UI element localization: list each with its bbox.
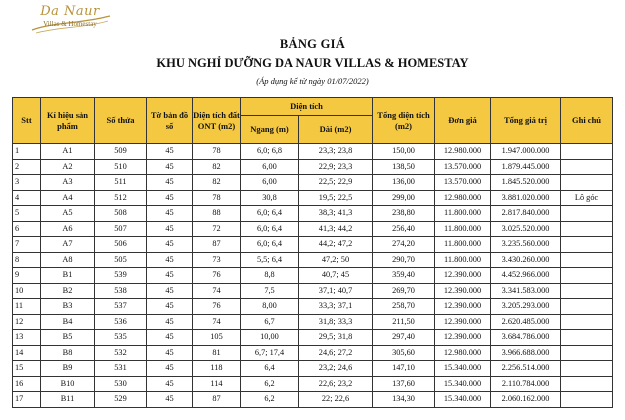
cell-ont-area: 118	[193, 361, 241, 377]
cell-length: 38,3; 41,3	[299, 206, 373, 222]
cell-width: 6,2	[241, 392, 299, 408]
cell-plot-number: 530	[95, 376, 147, 392]
cell-map-sheet: 45	[147, 268, 193, 284]
cell-product-code: B8	[41, 345, 95, 361]
cell-total-area: 134,30	[373, 392, 435, 408]
cell-product-code: A4	[41, 190, 95, 206]
cell-stt: 1	[13, 144, 41, 160]
cell-unit-price: 12.980.000	[435, 345, 491, 361]
cell-width: 8,00	[241, 299, 299, 315]
cell-ont-area: 78	[193, 144, 241, 160]
header-total-value: Tổng giá trị	[491, 98, 561, 144]
cell-map-sheet: 45	[147, 221, 193, 237]
cell-stt: 7	[13, 237, 41, 253]
cell-ont-area: 87	[193, 237, 241, 253]
cell-total-value: 1.947.000.000	[491, 144, 561, 160]
table-row	[13, 314, 613, 330]
cell-ont-area: 74	[193, 314, 241, 330]
table-row	[13, 345, 613, 361]
document-subtitle: KHU NGHỈ DƯỠNG DA NAUR VILLAS & HOMESTAY	[156, 56, 469, 70]
header-stt: Stt	[13, 98, 41, 144]
cell-map-sheet: 45	[147, 376, 193, 392]
cell-ont-area: 74	[193, 283, 241, 299]
cell-map-sheet: 45	[147, 237, 193, 253]
cell-product-code: A1	[41, 144, 95, 160]
logo-subtitle: Villas & Homestay	[43, 20, 97, 28]
cell-length: 31,8; 33,3	[299, 314, 373, 330]
table-row	[13, 392, 613, 408]
cell-width: 6,2	[241, 376, 299, 392]
cell-product-code: B3	[41, 299, 95, 315]
cell-product-code: B1	[41, 268, 95, 284]
cell-stt: 12	[13, 314, 41, 330]
cell-length: 22,5; 22,9	[299, 175, 373, 191]
cell-ont-area: 72	[193, 221, 241, 237]
company-logo	[24, 2, 116, 36]
cell-stt: 14	[13, 345, 41, 361]
cell-length: 23,2; 24,6	[299, 361, 373, 377]
cell-unit-price: 11.800.000	[435, 237, 491, 253]
cell-length: 37,1; 40,7	[299, 283, 373, 299]
cell-width: 6,4	[241, 361, 299, 377]
cell-ont-area: 88	[193, 206, 241, 222]
cell-product-code: B5	[41, 330, 95, 346]
cell-width: 7,5	[241, 283, 299, 299]
cell-total-area: 136,00	[373, 175, 435, 191]
header-length: Dài (m2)	[299, 116, 373, 144]
cell-unit-price: 12.390.000	[435, 299, 491, 315]
cell-total-value: 1.879.445.000	[491, 159, 561, 175]
table-row	[13, 190, 613, 206]
cell-notes	[561, 221, 613, 237]
cell-ont-area: 82	[193, 159, 241, 175]
cell-notes	[561, 314, 613, 330]
cell-ont-area: 76	[193, 268, 241, 284]
cell-total-area: 359,40	[373, 268, 435, 284]
cell-unit-price: 11.800.000	[435, 252, 491, 268]
cell-ont-area: 87	[193, 392, 241, 408]
table-header-row	[13, 98, 613, 116]
cell-ont-area: 114	[193, 376, 241, 392]
table-row	[13, 283, 613, 299]
header-unit-price: Đơn giá	[435, 98, 491, 144]
table-row	[13, 206, 613, 222]
cell-total-value: 3.205.293.000	[491, 299, 561, 315]
cell-plot-number: 511	[95, 175, 147, 191]
table-row	[13, 330, 613, 346]
table-row	[13, 361, 613, 377]
cell-total-value: 1.845.520.000	[491, 175, 561, 191]
cell-product-code: B2	[41, 283, 95, 299]
cell-length: 23,3; 23,8	[299, 144, 373, 160]
cell-notes	[561, 392, 613, 408]
header-width: Ngang (m)	[241, 116, 299, 144]
cell-notes	[561, 361, 613, 377]
cell-length: 22; 22,6	[299, 392, 373, 408]
cell-stt: 3	[13, 175, 41, 191]
cell-length: 44,2; 47,2	[299, 237, 373, 253]
logo-name: Da Naur	[40, 4, 100, 19]
cell-notes	[561, 376, 613, 392]
cell-plot-number: 532	[95, 345, 147, 361]
cell-length: 24,6; 27,2	[299, 345, 373, 361]
cell-unit-price: 15.340.000	[435, 392, 491, 408]
cell-plot-number: 507	[95, 221, 147, 237]
cell-total-area: 258,70	[373, 299, 435, 315]
header-area-group: Diện tích	[241, 98, 373, 116]
cell-map-sheet: 45	[147, 361, 193, 377]
cell-length: 41,3; 44,2	[299, 221, 373, 237]
cell-width: 5,5; 6,4	[241, 252, 299, 268]
cell-ont-area: 105	[193, 330, 241, 346]
cell-stt: 4	[13, 190, 41, 206]
cell-unit-price: 12.390.000	[435, 283, 491, 299]
cell-width: 6,7; 17,4	[241, 345, 299, 361]
table-row	[13, 268, 613, 284]
cell-width: 30,8	[241, 190, 299, 206]
table-row	[13, 144, 613, 160]
cell-width: 6,7	[241, 314, 299, 330]
cell-length: 22,6; 23,2	[299, 376, 373, 392]
cell-plot-number: 531	[95, 361, 147, 377]
cell-ont-area: 76	[193, 299, 241, 315]
cell-stt: 8	[13, 252, 41, 268]
cell-total-value: 2.256.514.000	[491, 361, 561, 377]
cell-length: 47,2; 50	[299, 252, 373, 268]
cell-width: 6,0; 6,4	[241, 237, 299, 253]
cell-product-code: A2	[41, 159, 95, 175]
cell-unit-price: 12.390.000	[435, 330, 491, 346]
cell-plot-number: 535	[95, 330, 147, 346]
cell-map-sheet: 45	[147, 252, 193, 268]
cell-total-value: 3.341.583.000	[491, 283, 561, 299]
cell-notes	[561, 268, 613, 284]
cell-map-sheet: 45	[147, 206, 193, 222]
cell-plot-number: 537	[95, 299, 147, 315]
cell-width: 6,00	[241, 159, 299, 175]
cell-stt: 9	[13, 268, 41, 284]
table-row	[13, 252, 613, 268]
cell-unit-price: 11.800.000	[435, 206, 491, 222]
cell-notes	[561, 283, 613, 299]
cell-total-area: 211,50	[373, 314, 435, 330]
cell-stt: 5	[13, 206, 41, 222]
cell-total-area: 238,80	[373, 206, 435, 222]
header-ont-area: Diện tích đất ONT (m2)	[193, 98, 241, 144]
cell-product-code: B9	[41, 361, 95, 377]
cell-unit-price: 13.570.000	[435, 175, 491, 191]
cell-notes	[561, 159, 613, 175]
cell-stt: 13	[13, 330, 41, 346]
cell-length: 22,9; 23,3	[299, 159, 373, 175]
cell-stt: 11	[13, 299, 41, 315]
cell-total-value: 3.025.520.000	[491, 221, 561, 237]
cell-plot-number: 536	[95, 314, 147, 330]
header-total-area: Tổng diện tích (m2)	[373, 98, 435, 144]
cell-total-value: 3.684.786.000	[491, 330, 561, 346]
cell-total-area: 150,00	[373, 144, 435, 160]
cell-product-code: A8	[41, 252, 95, 268]
cell-product-code: B4	[41, 314, 95, 330]
cell-length: 19,5; 22,5	[299, 190, 373, 206]
table-row	[13, 237, 613, 253]
document-title: BẢNG GIÁ	[279, 37, 346, 51]
table-row	[13, 299, 613, 315]
cell-stt: 17	[13, 392, 41, 408]
cell-stt: 2	[13, 159, 41, 175]
cell-map-sheet: 45	[147, 190, 193, 206]
cell-unit-price: 12.390.000	[435, 314, 491, 330]
cell-product-code: A5	[41, 206, 95, 222]
cell-ont-area: 73	[193, 252, 241, 268]
table-row	[13, 175, 613, 191]
cell-notes	[561, 299, 613, 315]
cell-notes	[561, 237, 613, 253]
cell-plot-number: 508	[95, 206, 147, 222]
cell-total-value: 2.060.162.000	[491, 392, 561, 408]
cell-map-sheet: 45	[147, 330, 193, 346]
header-plot-number: Số thửa	[95, 98, 147, 144]
cell-total-area: 299,00	[373, 190, 435, 206]
cell-map-sheet: 45	[147, 175, 193, 191]
cell-total-value: 2.110.784.000	[491, 376, 561, 392]
cell-total-value: 3.966.688.000	[491, 345, 561, 361]
cell-length: 40,7; 45	[299, 268, 373, 284]
cell-total-value: 4.452.966.000	[491, 268, 561, 284]
cell-map-sheet: 45	[147, 159, 193, 175]
cell-plot-number: 506	[95, 237, 147, 253]
cell-width: 8,8	[241, 268, 299, 284]
cell-notes	[561, 175, 613, 191]
cell-total-value: 3.430.260.000	[491, 252, 561, 268]
price-table	[12, 97, 613, 408]
cell-length: 29,5; 31,8	[299, 330, 373, 346]
cell-notes	[561, 330, 613, 346]
table-row	[13, 159, 613, 175]
table-row	[13, 376, 613, 392]
cell-unit-price: 13.570.000	[435, 159, 491, 175]
cell-stt: 15	[13, 361, 41, 377]
cell-total-area: 297,40	[373, 330, 435, 346]
cell-total-area: 269,70	[373, 283, 435, 299]
cell-stt: 10	[13, 283, 41, 299]
cell-notes	[561, 144, 613, 160]
cell-total-area: 137,60	[373, 376, 435, 392]
cell-plot-number: 538	[95, 283, 147, 299]
cell-product-code: A7	[41, 237, 95, 253]
cell-total-value: 3.881.020.000	[491, 190, 561, 206]
cell-ont-area: 81	[193, 345, 241, 361]
cell-total-area: 305,60	[373, 345, 435, 361]
cell-plot-number: 505	[95, 252, 147, 268]
cell-unit-price: 15.340.000	[435, 376, 491, 392]
cell-width: 6,0; 6,4	[241, 206, 299, 222]
header-map-sheet: Tờ bản đồ số	[147, 98, 193, 144]
cell-notes	[561, 252, 613, 268]
cell-width: 6,00	[241, 175, 299, 191]
cell-map-sheet: 45	[147, 392, 193, 408]
cell-total-area: 290,70	[373, 252, 435, 268]
cell-total-area: 147,10	[373, 361, 435, 377]
cell-notes	[561, 345, 613, 361]
cell-product-code: A3	[41, 175, 95, 191]
cell-map-sheet: 45	[147, 144, 193, 160]
header-product-code: Kí hiệu sản phẩm	[41, 98, 95, 144]
cell-map-sheet: 45	[147, 345, 193, 361]
cell-stt: 6	[13, 221, 41, 237]
header-notes: Ghi chú	[561, 98, 613, 144]
cell-plot-number: 512	[95, 190, 147, 206]
cell-unit-price: 12.390.000	[435, 268, 491, 284]
cell-plot-number: 509	[95, 144, 147, 160]
cell-plot-number: 529	[95, 392, 147, 408]
table-row	[13, 221, 613, 237]
cell-total-area: 138,50	[373, 159, 435, 175]
cell-unit-price: 11.800.000	[435, 221, 491, 237]
cell-map-sheet: 45	[147, 299, 193, 315]
cell-plot-number: 539	[95, 268, 147, 284]
cell-product-code: A6	[41, 221, 95, 237]
cell-unit-price: 12.980.000	[435, 144, 491, 160]
effective-date-note: (Áp dụng kể từ ngày 01/07/2022)	[256, 76, 369, 86]
cell-width: 6,0; 6,4	[241, 221, 299, 237]
cell-product-code: B10	[41, 376, 95, 392]
cell-total-value: 3.235.560.000	[491, 237, 561, 253]
cell-length: 33,3; 37,1	[299, 299, 373, 315]
cell-notes	[561, 206, 613, 222]
cell-plot-number: 510	[95, 159, 147, 175]
cell-unit-price: 12.980.000	[435, 190, 491, 206]
cell-unit-price: 15.340.000	[435, 361, 491, 377]
cell-notes: Lô góc	[561, 190, 613, 206]
cell-total-area: 256,40	[373, 221, 435, 237]
cell-map-sheet: 45	[147, 283, 193, 299]
cell-total-value: 2.817.840.000	[491, 206, 561, 222]
cell-stt: 16	[13, 376, 41, 392]
cell-width: 6,0; 6,8	[241, 144, 299, 160]
cell-map-sheet: 45	[147, 314, 193, 330]
cell-width: 10,00	[241, 330, 299, 346]
cell-ont-area: 78	[193, 190, 241, 206]
cell-ont-area: 82	[193, 175, 241, 191]
cell-product-code: B11	[41, 392, 95, 408]
cell-total-value: 2.620.485.000	[491, 314, 561, 330]
cell-total-area: 274,20	[373, 237, 435, 253]
